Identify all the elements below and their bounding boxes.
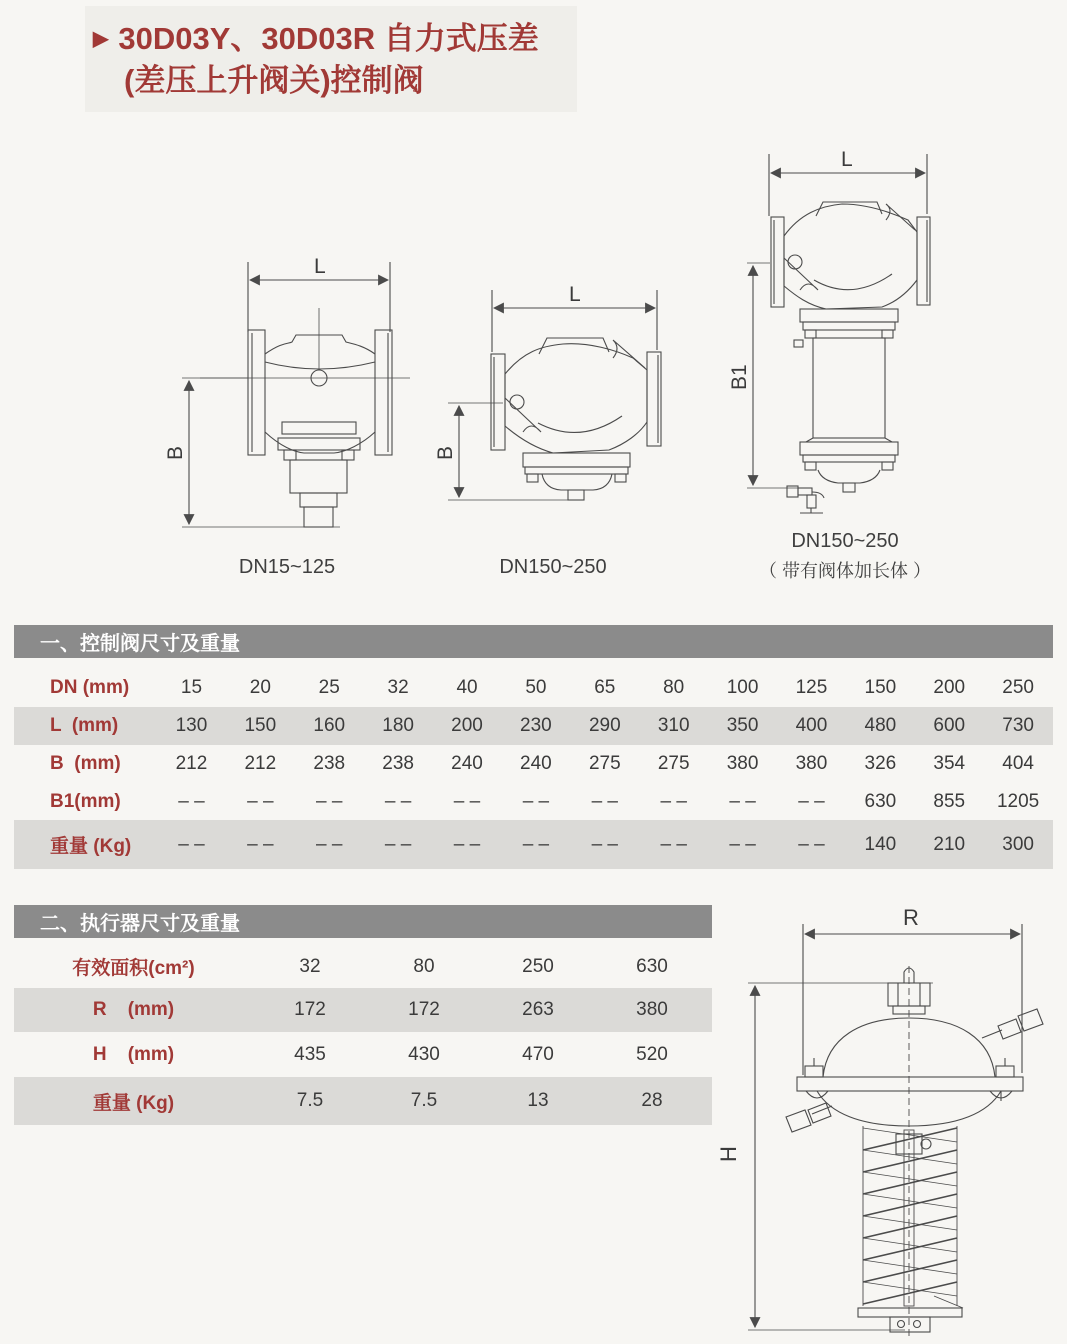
cell-value: 400 [795,715,828,736]
cell-value: – – [591,790,618,812]
page-title-line2: (差压上升阀关)控制阀 [124,63,424,98]
cell-value: 350 [726,715,759,736]
cell-value: – – [316,833,343,855]
cell-value: 7.5 [296,1090,324,1111]
cell-value: 150 [244,715,277,736]
cell-value: 32 [387,676,409,698]
row-label: B1(mm) [50,790,121,812]
cell-value: 326 [864,753,897,774]
table-row [14,945,712,988]
table-row [14,1032,712,1077]
cell-value: 263 [522,999,554,1020]
cell-value: 140 [864,833,897,855]
dim-label-r: R [903,905,919,930]
cell-value: 125 [795,676,828,698]
dim-label-l: L [314,255,326,278]
row-label: B (mm) [50,753,121,774]
triangle-bullet-icon: ▶ [93,28,109,50]
section1-title: 一、控制阀尺寸及重量 [40,633,240,655]
cell-value: 210 [933,833,966,855]
cell-value: 200 [933,676,966,698]
cell-value: 212 [244,753,277,774]
table-row [14,707,1053,745]
cell-value: 212 [175,753,208,774]
cell-value: 380 [726,753,759,774]
dim-label-b1: B1 [728,364,751,390]
cell-value: – – [247,833,274,855]
cell-value: 430 [408,1043,440,1065]
table-row [14,988,712,1032]
section1-header-bar [14,625,1053,658]
row-label: R (mm) [92,999,175,1020]
cell-value: – – [178,833,205,855]
row-label: 重量 (Kg) [92,1092,175,1114]
cell-value: 404 [1002,753,1034,774]
section2-title: 二、执行器尺寸及重量 [40,913,240,935]
cell-value: 630 [864,790,897,812]
cell-value: 15 [180,676,203,698]
cell-value: 7.5 [410,1090,438,1111]
cell-value: – – [798,833,825,855]
cell-value: – – [591,833,618,855]
cell-value: – – [453,790,481,812]
cell-value: 354 [933,753,966,774]
row-label: DN (mm) [50,676,130,698]
cell-value: 275 [657,753,690,774]
cell-value: 380 [636,999,668,1020]
cell-value: 172 [408,999,440,1020]
cell-value: 180 [382,715,414,736]
cell-value: – – [522,833,550,855]
cell-value: 435 [294,1043,326,1065]
dim-label-l: L [841,148,853,171]
cell-value: 730 [1002,715,1034,736]
cell-value: 40 [456,676,478,698]
table-row [14,783,1053,820]
cell-value: 80 [413,955,435,977]
valve-drawing-dn150-250-extended [710,146,970,536]
cell-value: 28 [641,1090,663,1111]
dim-label-b: B [164,445,187,460]
row-label: H (mm) [92,1043,175,1065]
dim-label-l: L [569,283,581,306]
cell-value: 600 [933,715,966,736]
cell-value: 310 [657,715,690,736]
cell-value: – – [178,790,205,812]
caption-valve-small: DN15~125 [238,556,336,578]
cell-value: – – [247,790,274,812]
caption-valve-extended [745,530,945,583]
dim-label-b: B [434,445,457,460]
table-row [14,668,1053,707]
section2-header-bar [14,905,712,938]
cell-value: – – [798,790,825,812]
cell-value: 80 [663,676,685,698]
cell-value: – – [729,833,756,855]
cell-value: 250 [1002,676,1034,698]
cell-value: 238 [313,753,346,774]
cell-value: – – [660,790,687,812]
cell-value: – – [522,790,550,812]
caption-valve-large: DN150~250 [499,556,607,578]
cell-value: 25 [318,676,340,698]
cell-value: 300 [1002,833,1034,855]
cell-value: 238 [382,753,414,774]
valve-drawing-dn150-250 [435,282,695,510]
cell-value: 100 [726,676,759,698]
cell-value: – – [729,790,756,812]
row-label: L (mm) [50,715,119,736]
cell-value: 200 [451,715,483,736]
cell-value: 250 [522,955,554,977]
cell-value: 275 [588,753,621,774]
cell-value: 13 [527,1090,549,1111]
cell-value: 290 [588,715,621,736]
cell-value: 32 [299,955,321,977]
cell-value: 65 [594,676,616,698]
valve-drawing-dn15-125 [164,250,425,545]
cell-value: 380 [795,753,828,774]
actuator-drawing [716,900,1067,1344]
cell-value: – – [316,790,343,812]
cell-value: 160 [313,715,346,736]
cell-value: – – [384,790,412,812]
actuator-dimensions-table [14,945,712,1125]
cell-value: – – [660,833,687,855]
table-row [14,745,1053,783]
cell-value: 172 [294,999,326,1020]
row-label: 有效面积(cm²) [72,958,195,979]
cell-value: 630 [636,955,668,977]
cell-value: 20 [249,676,271,698]
dim-label-h: H [716,1146,741,1162]
cell-value: 50 [525,676,547,698]
page-title-line1: ▶ 30D03Y、30D03R 自力式压差 [93,21,539,56]
cell-value: 130 [175,715,208,736]
cell-value: 470 [522,1043,554,1065]
cell-value: 1205 [996,790,1040,812]
table-row [14,820,1053,869]
cell-value: 520 [636,1043,668,1065]
table-row [14,1077,712,1125]
cell-value: 480 [864,715,897,736]
cell-value: 240 [451,753,483,774]
valve-dimensions-table [14,668,1053,869]
row-label: 重量 (Kg) [50,836,132,857]
cell-value: 150 [864,676,897,698]
caption-line2: （ 带有阀体加长体 ） [758,561,931,581]
page-title [93,18,539,102]
caption-line1: DN150~250 [791,530,899,552]
cell-value: – – [453,833,481,855]
cell-value: 855 [933,790,966,812]
cell-value: – – [384,833,412,855]
cell-value: 240 [520,753,552,774]
cell-value: 230 [520,715,552,736]
